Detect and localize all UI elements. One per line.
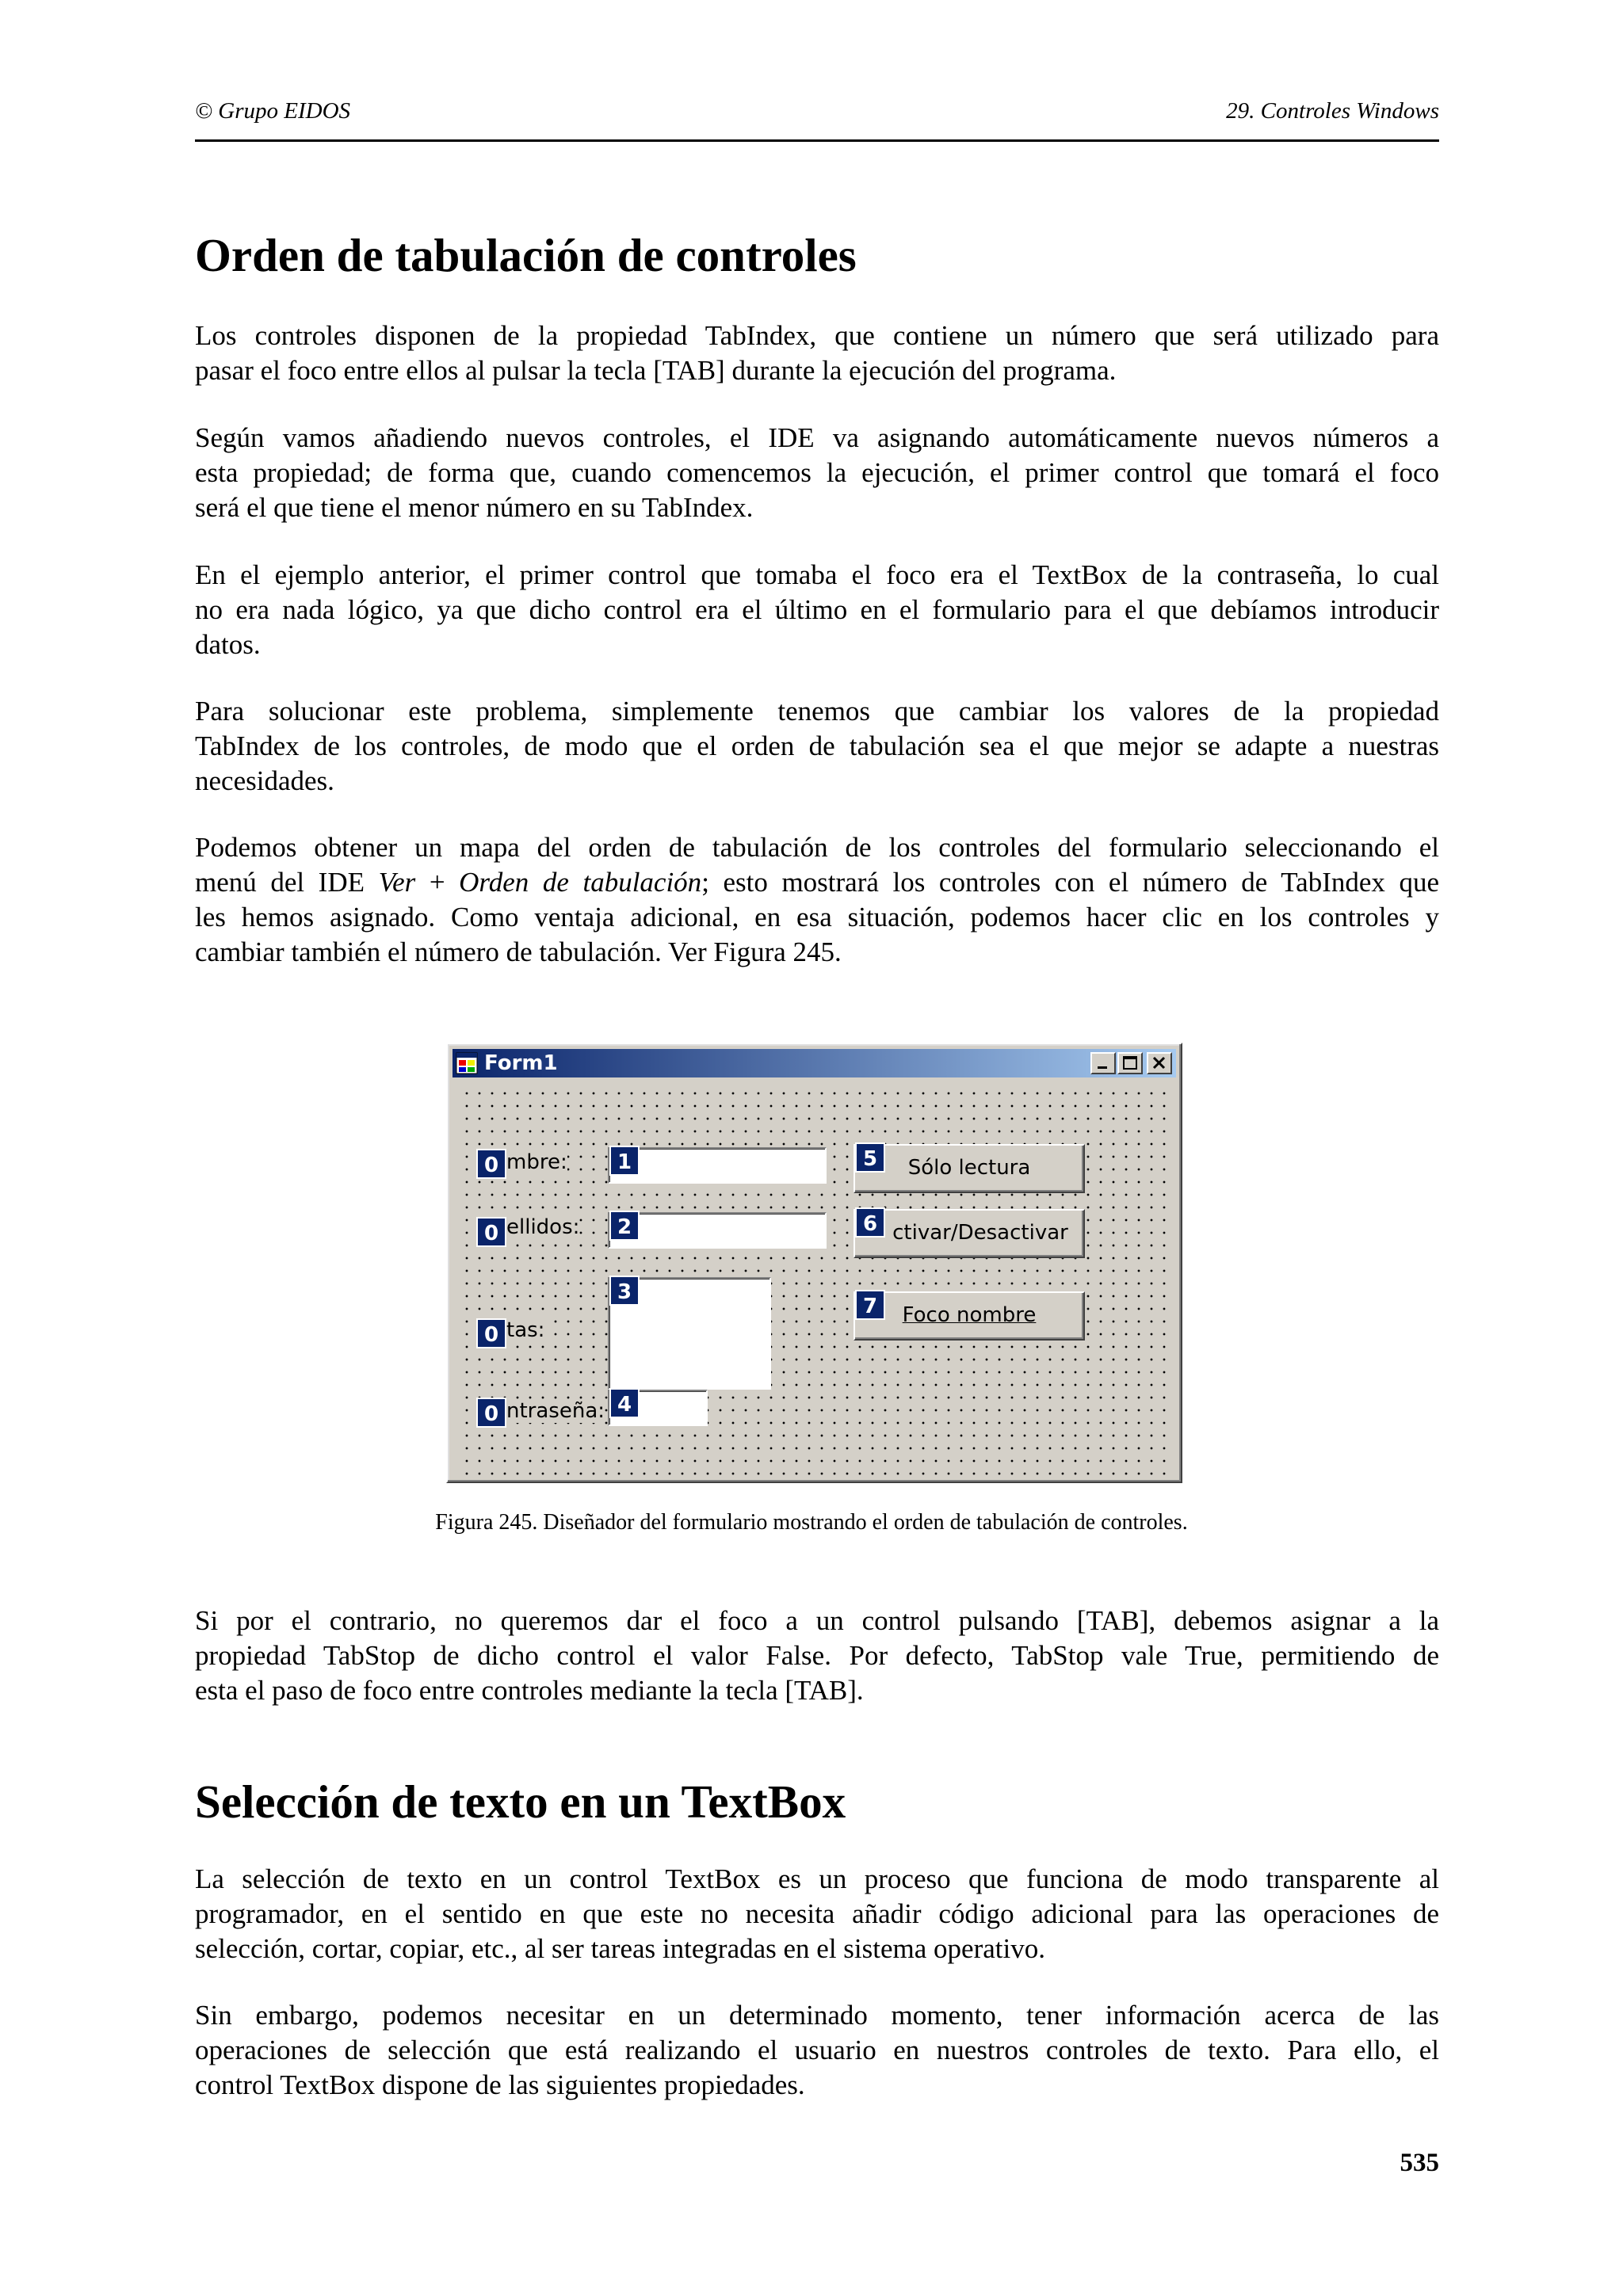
- text-line: no era nada lógico, ya que dicho control era el último en el formulario para el que debíamos introducir: [195, 594, 1439, 625]
- minimize-icon: [1092, 1054, 1114, 1073]
- tab-index-badge: 0: [476, 1149, 506, 1179]
- textbox-nombre[interactable]: [608, 1147, 827, 1184]
- textbox-apellidos[interactable]: [608, 1212, 827, 1249]
- button-foco-nombre[interactable]: [854, 1291, 1085, 1341]
- text-line: Los controles disponen de la propiedad TabIndex, que contiene un número que será utilizado para: [195, 320, 1439, 351]
- text-line: Según vamos añadiendo nuevos controles, el IDE va asignando automáticamente nuevos números a: [195, 422, 1439, 453]
- tab-index-badge: 3: [609, 1276, 640, 1306]
- text-span: ; esto mostrará los controles con el número de TabIndex que: [701, 867, 1440, 898]
- label-notas: tas:: [506, 1318, 545, 1342]
- figure-caption: Figura 245. Diseñador del formulario mostrando el orden de tabulación de controles.: [435, 1510, 1188, 1535]
- header-publisher: © Grupo EIDOS: [195, 98, 351, 124]
- section-title-text-selection: Selección de texto en un TextBox: [195, 1775, 846, 1828]
- text-line: Podemos obtener un mapa del orden de tabulación de los controles del formulario seleccionando el: [195, 832, 1439, 863]
- text-line: pasar el foco entre ellos al pulsar la tecla [TAB] durante la ejecución del programa.: [195, 355, 1117, 386]
- button-solo-lectura[interactable]: [854, 1144, 1085, 1193]
- menu-ref-ver: Ver: [378, 867, 416, 898]
- paragraph: [195, 694, 1439, 799]
- tab-index-badge: 2: [609, 1211, 640, 1241]
- text-line: operaciones de selección que está realizando el usuario en nuestros controles de texto. Para ello, el: [195, 2035, 1439, 2065]
- window-titlebar: [453, 1049, 1176, 1077]
- text-line: TabIndex de los controles, de modo que el orden de tabulación sea el que mejor se adapte a nuestras: [195, 730, 1439, 761]
- close-button[interactable]: [1147, 1052, 1172, 1074]
- page-number: 535: [1400, 2149, 1439, 2177]
- text-line: necesidades.: [195, 765, 334, 796]
- text-line: esta propiedad; de forma que, cuando comencemos la ejecución, el primer control que tomará el foco: [195, 457, 1439, 488]
- form-designer-window: [446, 1043, 1182, 1483]
- text-line: selección, cortar, copiar, etc., al ser tareas integradas en el sistema operativo.: [195, 1933, 1045, 1964]
- text-line: [195, 865, 1439, 900]
- text-line: La selección de texto en un control TextBox es un proceso que funciona de modo transparente al: [195, 1863, 1439, 1894]
- tab-index-badge: 0: [476, 1398, 506, 1428]
- paragraph: [195, 421, 1439, 525]
- text-span: menú del IDE: [195, 867, 379, 898]
- tab-index-badge: 4: [609, 1388, 640, 1418]
- maximize-icon: [1119, 1054, 1141, 1073]
- label-nombre: mbre:: [506, 1150, 567, 1174]
- text-line: Si por el contrario, no queremos dar el foco a un control pulsando [TAB], debemos asignar a la: [195, 1605, 1439, 1636]
- menu-ref-orden: Orden de tabulación: [459, 867, 702, 898]
- text-line: cambiar también el número de tabulación. Ver Figura 245.: [195, 936, 842, 967]
- page-header: [195, 95, 1439, 142]
- text-line: datos.: [195, 629, 261, 660]
- paragraph: [195, 318, 1439, 388]
- paragraph: [195, 1604, 1439, 1708]
- minimize-button[interactable]: [1090, 1052, 1116, 1074]
- tab-index-badge: 0: [476, 1217, 506, 1247]
- window-title: Form1: [484, 1051, 558, 1075]
- tab-index-badge: 6: [855, 1207, 885, 1238]
- button-label: Foco nombre: [902, 1303, 1037, 1327]
- text-line: Para solucionar este problema, simplemente tenemos que cambiar los valores de la propiedad: [195, 696, 1439, 727]
- text-line: control TextBox dispone de las siguientes propiedades.: [195, 2069, 805, 2100]
- tab-index-badge: 0: [476, 1318, 506, 1348]
- form-client-area: [457, 1084, 1173, 1475]
- text-line: Sin embargo, podemos necesitar en un determinado momento, tener información acerca de las: [195, 2000, 1439, 2031]
- paragraph: [195, 558, 1439, 662]
- text-line: propiedad TabStop de dicho control el valor False. Por defecto, TabStop vale True, permitiendo de: [195, 1640, 1439, 1671]
- text-line: En el ejemplo anterior, el primer control que tomaba el foco era el TextBox de la contraseña, lo cual: [195, 559, 1439, 590]
- label-apellidos: ellidos:: [506, 1215, 580, 1239]
- maximize-button[interactable]: [1117, 1052, 1143, 1074]
- button-label: ctivar/Desactivar: [892, 1221, 1068, 1245]
- tab-index-badge: 5: [855, 1142, 885, 1173]
- text-line: será el que tiene el menor número en su TabIndex.: [195, 492, 754, 523]
- form-icon: [456, 1052, 478, 1074]
- tab-index-badge: 7: [855, 1290, 885, 1320]
- button-label: Sólo lectura: [907, 1156, 1031, 1180]
- text-line: esta el paso de foco entre controles mediante la tecla [TAB].: [195, 1675, 864, 1706]
- button-activar-desactivar[interactable]: [854, 1209, 1085, 1258]
- text-span: +: [415, 867, 460, 898]
- paragraph: [195, 830, 1439, 970]
- tab-index-badge: 1: [609, 1146, 640, 1176]
- close-icon: [1148, 1054, 1170, 1073]
- label-contrasena: ntraseña:: [506, 1399, 605, 1423]
- paragraph: [195, 1862, 1439, 1966]
- section-title-tab-order: Orden de tabulación de controles: [195, 229, 857, 281]
- paragraph: [195, 1998, 1439, 2103]
- text-line: les hemos asignado. Como ventaja adicional, en esa situación, podemos hacer clic en los controles y: [195, 902, 1439, 933]
- header-chapter: 29. Controles Windows: [1226, 98, 1439, 124]
- text-line: programador, en el sentido en que este no necesita añadir código adicional para las operaciones de: [195, 1898, 1439, 1929]
